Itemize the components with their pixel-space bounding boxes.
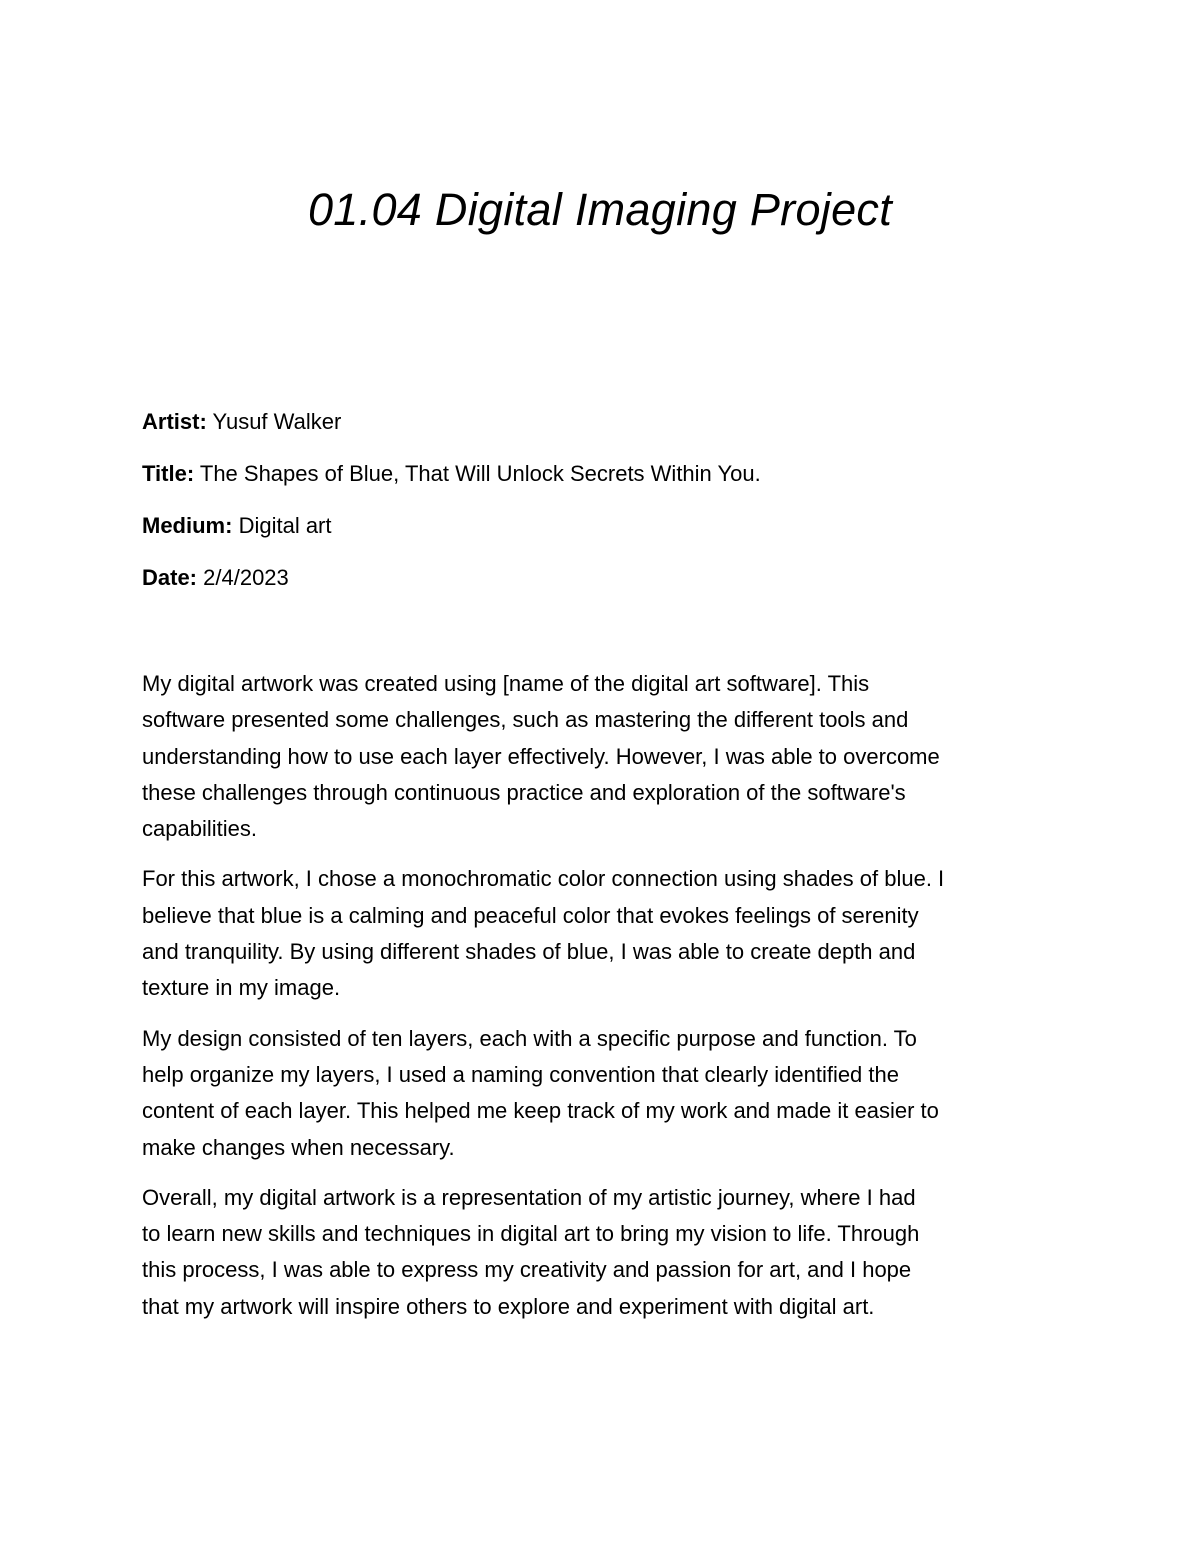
paragraph-color: For this artwork, I chose a monochromatic color connection using shades of blue. I believe that blue is a calming and peaceful color that evokes feelings of serenity and tranquility. By using different shades of blue, I was able to create depth and texture in my image. — [142, 866, 945, 1001]
artist-label: Artist: — [142, 409, 207, 434]
medium-line — [142, 511, 1062, 541]
medium-label: Medium: — [142, 513, 233, 538]
medium-value: Digital art — [238, 513, 332, 538]
title-label: Title: — [142, 461, 195, 486]
page-title: 01.04 Digital Imaging Project — [307, 184, 892, 236]
essay-body — [142, 666, 1067, 1339]
title-line — [142, 459, 1062, 489]
artist-line — [142, 407, 1062, 437]
artist-value: Yusuf Walker — [212, 409, 342, 434]
date-value: 2/4/2023 — [203, 565, 289, 590]
paragraph-software: My digital artwork was created using [name of the digital art software]. This software presented some challenges, such as mastering the different tools and understanding how to use each layer effectively. However, I was able to overcome these challenges through continuous practice and exploration of the software's capabilities. — [142, 671, 940, 842]
title-value: The Shapes of Blue, That Will Unlock Secrets Within You. — [199, 461, 761, 486]
paragraph-layers: My design consisted of ten layers, each with a specific purpose and function. To help organize my layers, I used a naming convention that clearly identified the content of each layer. This helped me keep track of my work and made it easier to make changes when necessary. — [142, 1025, 939, 1160]
artwork-details — [142, 407, 1062, 615]
paragraph-overall: Overall, my digital artwork is a representation of my artistic journey, where I had to learn new skills and techniques in digital art to bring my vision to life. Through this process, I was able to express my creativity and passion for art, and I hope that my artwork will inspire others to explore and experiment with digital art. — [142, 1184, 920, 1319]
date-line — [142, 563, 1062, 593]
date-label: Date: — [142, 565, 198, 590]
